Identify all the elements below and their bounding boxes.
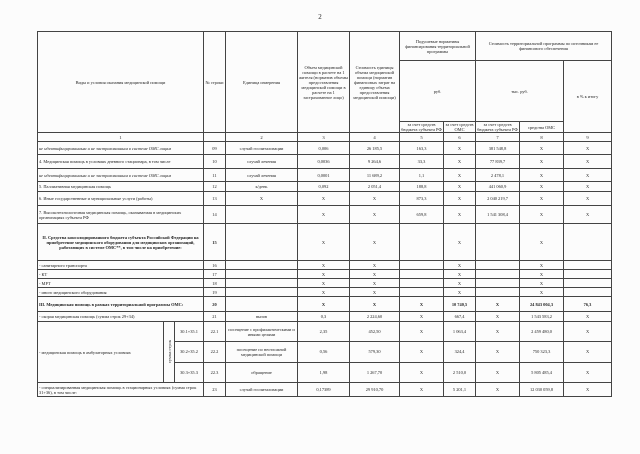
row-name: не идентифицированным и не застрахованным в системе ОМС лицам	[38, 169, 204, 182]
header-per-capita: Подушевые нормативы финансирования территориальной программы	[400, 32, 476, 61]
cell-b: X	[400, 297, 444, 312]
cell-cb: X	[476, 297, 520, 312]
cell-pct	[564, 224, 612, 261]
cell-no: 12	[204, 182, 226, 192]
cell-b: X	[400, 362, 444, 382]
cell-pct	[564, 288, 612, 297]
row-name: не идентифицированным и не застрахованным в системе ОМС лицам	[38, 142, 204, 155]
cell-no: 22.3	[204, 362, 226, 382]
row-name: - специализированная медицинская помощь в стационарных условиях (сумма строк 31+36), в том числе:	[38, 383, 204, 397]
cell-cb: X	[476, 322, 520, 342]
cell-o: X	[444, 206, 476, 224]
cell-unit: посещение по неотложной медицинской помощи	[226, 342, 298, 362]
cell-vol: 0,0001	[298, 169, 350, 182]
cell-co: X	[520, 270, 564, 279]
col-number: 6	[444, 133, 476, 142]
cell-cb: 77 839,7	[476, 155, 520, 169]
cell-vol: X	[298, 224, 350, 261]
row-name: III. Медицинская помощь в рамках территориальной программы ОМС:	[38, 297, 204, 312]
col-number: 4	[350, 133, 400, 142]
cell-b	[400, 288, 444, 297]
cell-cost: 2 051,4	[350, 182, 400, 192]
cell-b: X	[400, 383, 444, 397]
ambulatory-code: 30.1+35.1	[175, 322, 203, 342]
cell-unit	[226, 279, 298, 288]
table-row	[38, 261, 612, 270]
header-volume: Объем медицинской помощи в расчете на 1 жителя (норматив объемы предоставления медицинской помощи в расчете на 1 застрахованное лицо)	[298, 32, 350, 133]
cell-b: 33,3	[400, 155, 444, 169]
cell-b	[400, 270, 444, 279]
row-name: 5. Паллиативная медицинская помощь	[38, 182, 204, 192]
cell-pct: X	[564, 155, 612, 169]
cell-b	[400, 261, 444, 270]
header-cost-oms: средства ОМС	[520, 122, 564, 133]
cell-cb: X	[476, 383, 520, 397]
cell-unit: к/день	[226, 182, 298, 192]
cell-b: X	[400, 322, 444, 342]
cell-cb	[476, 288, 520, 297]
row-name: - скорая медицинская помощь (сумма строк 29+34)	[38, 312, 204, 322]
cell-vol: 0,17389	[298, 383, 350, 397]
cell-pct: X	[564, 192, 612, 206]
cell-no: 22.2	[204, 342, 226, 362]
cell-unit: случай лечения	[226, 155, 298, 169]
cell-cb: 381 548,8	[476, 142, 520, 155]
cell-unit	[226, 297, 298, 312]
cell-unit: случай госпитализации	[226, 142, 298, 155]
ambulatory-name: - медицинская помощь в амбулаторных условиях	[39, 349, 131, 355]
cell-cost: X	[350, 279, 400, 288]
cell-cost: X	[350, 297, 400, 312]
cell-b: X	[400, 342, 444, 362]
row-name: - иного медицинского оборудования	[38, 288, 204, 297]
cell-o: X	[444, 192, 476, 206]
cell-cost: X	[350, 206, 400, 224]
row-name: - КТ	[38, 270, 204, 279]
cell-b: 659,8	[400, 206, 444, 224]
cell-cost: 29 910,70	[350, 383, 400, 397]
cell-pct: 76,3	[564, 297, 612, 312]
cell-b	[400, 279, 444, 288]
table-row	[38, 142, 612, 155]
cell-vol: 0,56	[298, 342, 350, 362]
cell-vol: 0,0036	[298, 155, 350, 169]
cell-vol: 2,35	[298, 322, 350, 342]
cell-vol: X	[298, 297, 350, 312]
cell-vol: X	[298, 261, 350, 270]
row-name: 7. Высокотехнологичная медицинская помощь, оказываемая в медицинских организациях субъекта РФ	[38, 206, 204, 224]
cell-vol: X	[298, 288, 350, 297]
ambulatory-vertical-label: сумма строк	[166, 340, 172, 364]
cell-co: X	[520, 206, 564, 224]
cell-o: 667,4	[444, 312, 476, 322]
cell-cb: 2 040 219,7	[476, 192, 520, 206]
cell-o: 5 201,1	[444, 383, 476, 397]
cell-cost: X	[350, 261, 400, 270]
cell-cost: 11 689,2	[350, 169, 400, 182]
cell-pct: X	[564, 322, 612, 342]
cell-o: X	[444, 169, 476, 182]
cell-vol: X	[298, 192, 350, 206]
col-number: 1	[38, 133, 204, 142]
col-number: 9	[564, 133, 612, 142]
cell-no: 15	[204, 224, 226, 261]
cell-o: X	[444, 224, 476, 261]
column-numbers-row	[38, 133, 612, 142]
cell-unit: обращение	[226, 362, 298, 382]
cell-b: 1,1	[400, 169, 444, 182]
cell-cost: 9 264,6	[350, 155, 400, 169]
cell-co: X	[520, 155, 564, 169]
cell-no: 23	[204, 383, 226, 397]
cell-co: X	[520, 261, 564, 270]
cell-vol: X	[298, 270, 350, 279]
cell-co: X	[520, 142, 564, 155]
table-row	[38, 224, 612, 261]
table-row	[38, 322, 612, 342]
cell-co: X	[520, 279, 564, 288]
cell-cb: 1 541 308,4	[476, 206, 520, 224]
table-row	[38, 155, 612, 169]
cell-b: 873,3	[400, 192, 444, 206]
cell-vol: 0,3	[298, 312, 350, 322]
cell-unit	[226, 288, 298, 297]
cell-vol: X	[298, 279, 350, 288]
cell-no: 09	[204, 142, 226, 155]
cell-co: X	[520, 169, 564, 182]
header-cost-group: Стоимость территориальной программы по источникам ее финансового обеспечения	[476, 32, 612, 61]
cell-o: 2 510,0	[444, 362, 476, 382]
cell-no: 22.1	[204, 322, 226, 342]
cell-o: 1 063,4	[444, 322, 476, 342]
row-name: 4. Медицинская помощь в условиях дневного стационара, в том числе	[38, 155, 204, 169]
cell-cost: 2 224,60	[350, 312, 400, 322]
header-row-no: № строки	[204, 32, 226, 133]
cell-co: 12 030 059,8	[520, 383, 564, 397]
cell-b: 163,3	[400, 142, 444, 155]
cell-cost: X	[350, 192, 400, 206]
header-per-capita-unit: руб.	[400, 61, 476, 122]
cell-cost: X	[350, 270, 400, 279]
header-per-capita-oms: за счет средств ОМС	[445, 122, 474, 132]
col-number: 2	[226, 133, 298, 142]
cell-vol: 1,98	[298, 362, 350, 382]
cell-cost: 1 267,70	[350, 362, 400, 382]
table-row	[38, 297, 612, 312]
ambulatory-code: 30.2+35.2	[175, 342, 203, 362]
cell-vol: 0,092	[298, 182, 350, 192]
cell-cb: 441 060,9	[476, 182, 520, 192]
cell-vol: 0,006	[298, 142, 350, 155]
table-row	[38, 192, 612, 206]
cell-cb: X	[476, 362, 520, 382]
cell-unit	[226, 261, 298, 270]
header-types: Виды и условия оказания медицинской помощи	[38, 32, 204, 133]
cell-no: 13	[204, 192, 226, 206]
cell-unit	[226, 206, 298, 224]
cell-no: 19	[204, 288, 226, 297]
table-row	[38, 182, 612, 192]
ambulatory-code: 30.3+35.3	[180, 369, 198, 375]
cell-co: X	[520, 192, 564, 206]
cell-no: 18	[204, 279, 226, 288]
ambulatory-group	[38, 322, 204, 383]
table-row	[38, 312, 612, 322]
page-number: 2	[318, 13, 322, 21]
cell-cost: X	[350, 288, 400, 297]
cell-co: 750 323,3	[520, 342, 564, 362]
cell-no: 16	[204, 261, 226, 270]
cell-co: 5 805 485,4	[520, 362, 564, 382]
col-number: 8	[520, 133, 564, 142]
cell-o: X	[444, 155, 476, 169]
cell-co: X	[520, 182, 564, 192]
cell-unit: посещение с профилактическими и иными целями	[226, 322, 298, 342]
header-cost: Стоимость единицы объема медицинской помощи (норматив финансовых затрат на единицу объема предоставления медицинской помощи)	[350, 32, 400, 133]
cell-b: 188,8	[400, 182, 444, 192]
cell-pct: X	[564, 182, 612, 192]
header-per-capita-budget: за счет средств бюджета субъекта РФ	[401, 122, 442, 132]
cell-o: X	[444, 288, 476, 297]
row-name: 6. Иные государственные и муниципальные услуги (работы)	[38, 192, 204, 206]
cell-b	[400, 224, 444, 261]
table-row	[38, 288, 612, 297]
row-name: - МРТ	[38, 279, 204, 288]
cell-o: X	[444, 261, 476, 270]
cell-o: X	[444, 279, 476, 288]
cell-pct: X	[564, 142, 612, 155]
col-number: 3	[298, 133, 350, 142]
cell-no: 20	[204, 297, 226, 312]
cell-unit: случай госпитализации	[226, 383, 298, 397]
table-row	[38, 279, 612, 288]
cell-pct	[564, 261, 612, 270]
cell-cb: X	[476, 342, 520, 362]
cell-unit: случай лечения	[226, 169, 298, 182]
cell-o: X	[444, 142, 476, 155]
col-number: 5	[400, 133, 444, 142]
cell-cb	[476, 270, 520, 279]
col-number: 7	[476, 133, 520, 142]
program-cost-table	[37, 31, 612, 397]
table-row	[38, 270, 612, 279]
cell-cb: X	[476, 312, 520, 322]
cell-cb	[476, 279, 520, 288]
cell-unit	[226, 224, 298, 261]
cell-co: 24 843 004,3	[520, 297, 564, 312]
cell-o: 324,4	[444, 342, 476, 362]
cell-pct: X	[564, 312, 612, 322]
row-name: - санитарного транспорта	[38, 261, 204, 270]
header-cost-budget: за счет средств бюджета субъекта РФ	[477, 122, 518, 132]
cell-unit: X	[226, 192, 298, 206]
cell-o: X	[444, 270, 476, 279]
cell-cost: 26 185,5	[350, 142, 400, 155]
cell-co: 1 543 583,2	[520, 312, 564, 322]
cell-pct: X	[564, 342, 612, 362]
cell-pct: X	[564, 206, 612, 224]
row-name: II. Средства консолидированного бюджета субъекта Российской Федерации на приобретение медицинского оборудования для медицинских организаций, работающих в системе ОМС**, в том числе на приобретение:	[38, 224, 204, 261]
table-row	[38, 206, 612, 224]
cell-cb	[476, 224, 520, 261]
cell-no: 10	[204, 155, 226, 169]
cell-pct	[564, 279, 612, 288]
cell-no: 21	[204, 312, 226, 322]
cell-cost: 452,50	[350, 322, 400, 342]
cell-cb: 2 478,1	[476, 169, 520, 182]
cell-co: X	[520, 224, 564, 261]
cell-co: 2 459 480,0	[520, 322, 564, 342]
cell-co: X	[520, 288, 564, 297]
cell-pct: X	[564, 383, 612, 397]
cell-cost: 579,30	[350, 342, 400, 362]
header-unit: Единица измерения	[226, 32, 298, 133]
cell-no: 11	[204, 169, 226, 182]
cell-cb	[476, 261, 520, 270]
cell-no: 17	[204, 270, 226, 279]
table-row	[38, 383, 612, 397]
cell-pct: X	[564, 169, 612, 182]
table-row	[38, 169, 612, 182]
cell-unit	[226, 270, 298, 279]
cell-b: X	[400, 312, 444, 322]
cell-o: 10 740,5	[444, 297, 476, 312]
cell-pct: X	[564, 362, 612, 382]
cell-no: 14	[204, 206, 226, 224]
cell-cost: X	[350, 224, 400, 261]
col-number	[204, 133, 226, 142]
cell-unit: вызов	[226, 312, 298, 322]
cell-pct	[564, 270, 612, 279]
cell-o: X	[444, 182, 476, 192]
header-cost-pct: в % к итогу	[564, 61, 612, 133]
cell-vol: X	[298, 206, 350, 224]
header-cost-unit: тыс. руб.	[476, 61, 564, 122]
